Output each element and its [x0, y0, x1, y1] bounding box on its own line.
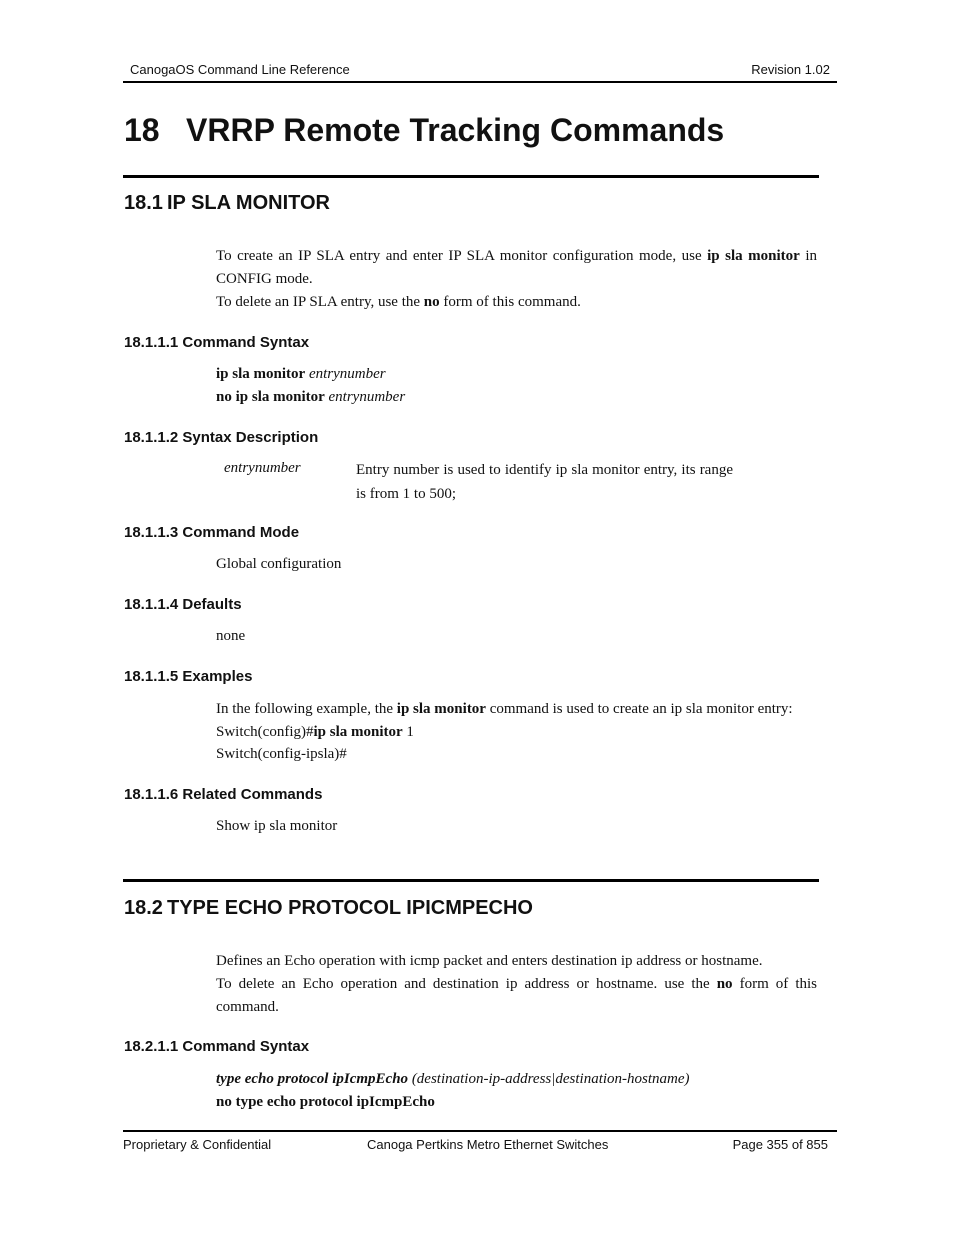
related-command-text: Show ip sla monitor [216, 818, 338, 834]
subheading-command-mode: 18.1.1.3 Command Mode [124, 524, 300, 541]
defaults-text: none [216, 628, 246, 644]
subheading-related-commands: 18.1.1.6 Related Commands [124, 786, 323, 803]
footer-confidential: Proprietary & Confidential [123, 1137, 272, 1152]
intro-text: To create an IP SLA entry and enter IP SLA monitor configuration mode, use [216, 248, 708, 264]
syntax-line [216, 363, 817, 386]
subheading-syntax-description: 18.1.1.2 Syntax Description [124, 429, 319, 446]
cli-prompt: Switch(config)# [216, 724, 314, 740]
footer-divider [123, 1130, 837, 1132]
chapter-title-text: VRRP Remote Tracking Commands [186, 112, 725, 148]
example-cli-result: Switch(config-ipsla)# [216, 746, 347, 762]
example-command: ip sla monitor [396, 701, 486, 717]
chapter-divider [123, 175, 819, 178]
intro-text: in CONFIG mode. [216, 248, 817, 287]
no-keyword: no [716, 976, 733, 992]
chapter-number: 18 [124, 112, 160, 148]
parameter-description: Entry number is used to identify ip sla monitor entry, its range is from 1 to 500; [356, 462, 733, 502]
section-title: IP SLA MONITOR [167, 192, 330, 214]
section-title: TYPE ECHO PROTOCOL IPICMPECHO [167, 897, 533, 919]
header-revision: Revision 1.02 [751, 62, 830, 77]
header-doc-title: CanogaOS Command Line Reference [130, 62, 350, 77]
section-intro-paragraph: Defines an Echo operation with icmp packet and enters destination ip address or hostname. [216, 953, 763, 969]
delete-text: To delete an IP SLA entry, use the [216, 294, 424, 310]
syntax-argument: entrynumber [328, 389, 406, 405]
delete-text: form of this command. [216, 976, 817, 1015]
section-delete-paragraph [216, 291, 817, 314]
example-cli-line [216, 721, 817, 744]
syntax-command: type echo protocol ipIcmpEcho [216, 1071, 409, 1087]
section-heading-ip-sla-monitor [124, 192, 330, 215]
header-divider [123, 81, 837, 83]
section-intro-paragraph [216, 245, 817, 291]
footer-page-number: Page 355 of 855 [732, 1137, 828, 1152]
intro-command-name: ip sla monitor [707, 248, 800, 264]
syntax-argument: (destination-ip-address|destination-hostname) [411, 1071, 690, 1087]
chapter-title [124, 112, 724, 149]
section-number: 18.2 [124, 897, 163, 919]
subheading-command-syntax: 18.1.1.1 Command Syntax [124, 334, 310, 351]
subheading-examples: 18.1.1.5 Examples [124, 668, 253, 685]
delete-text: To delete an Echo operation and destination ip address or hostname. use the [216, 976, 717, 992]
no-keyword: no [423, 294, 440, 310]
cli-command: ip sla monitor [313, 724, 403, 740]
example-text: In the following example, the [216, 701, 397, 717]
section-number: 18.1 [124, 192, 163, 214]
syntax-line-no [216, 386, 817, 409]
syntax-argument: entrynumber [308, 366, 386, 382]
syntax-line-no [216, 1091, 817, 1114]
command-mode-text: Global configuration [216, 556, 342, 572]
section-heading-type-echo [124, 897, 533, 920]
delete-text: form of this command. [439, 294, 581, 310]
syntax-command: no type echo protocol ipIcmpEcho [216, 1094, 435, 1110]
example-text: command is used to create an ip sla monitor entry: [485, 701, 793, 717]
section-delete-paragraph [216, 973, 817, 1019]
syntax-command: no ip sla monitor [216, 389, 325, 405]
subheading-command-syntax: 18.2.1.1 Command Syntax [124, 1038, 310, 1055]
parameter-name: entrynumber [224, 460, 301, 476]
example-intro [216, 698, 817, 721]
syntax-line [216, 1068, 817, 1091]
section-divider [123, 879, 819, 882]
subheading-defaults: 18.1.1.4 Defaults [124, 596, 242, 613]
cli-argument: 1 [402, 724, 414, 740]
syntax-command: ip sla monitor [216, 366, 306, 382]
footer-product: Canoga Pertkins Metro Ethernet Switches [367, 1137, 609, 1152]
